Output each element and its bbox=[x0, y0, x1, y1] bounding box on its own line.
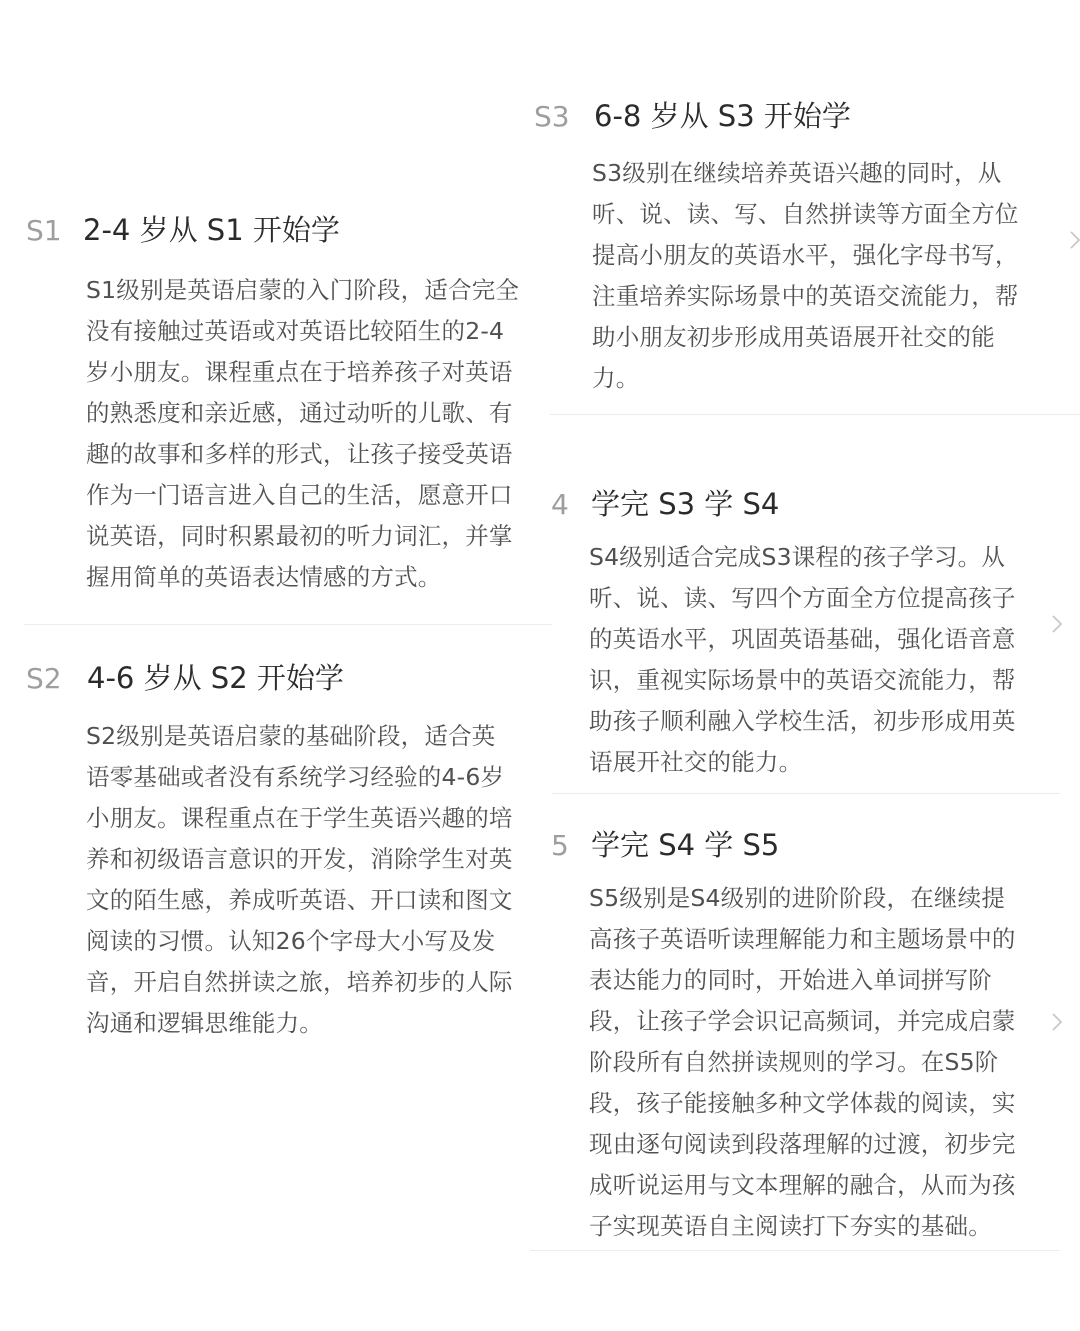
level-badge: 5 bbox=[551, 829, 569, 862]
card-header bbox=[26, 656, 546, 697]
card-header bbox=[551, 823, 1061, 864]
card-title: 学完 S3 学 S4 bbox=[591, 487, 780, 521]
card-title: 2-4 岁从 S1 开始学 bbox=[83, 213, 340, 247]
level-badge: S1 bbox=[26, 214, 62, 247]
level-badge: S3 bbox=[534, 100, 570, 133]
level-card-s4[interactable] bbox=[551, 482, 1061, 776]
card-description: S3级别在继续培养英语兴趣的同时，从 听、说、读、写、自然拼读等方面全方位 提高小朋友的英语水平，强化字母书写， 注重培养实际场景中的英语交流能力，帮 助小朋友初步形成用英语展开社交的能 力。 bbox=[592, 159, 1019, 392]
level-card-s5[interactable] bbox=[551, 823, 1061, 1240]
divider bbox=[552, 793, 1060, 794]
card-header bbox=[534, 94, 1074, 135]
chevron-right-icon[interactable] bbox=[1048, 1011, 1068, 1033]
card-title: 学完 S4 学 S5 bbox=[591, 828, 780, 862]
level-card-s2[interactable] bbox=[26, 656, 546, 1056]
divider bbox=[550, 414, 1080, 415]
card-description: S5级别是S4级别的进阶阶段，在继续提 高孩子英语听读理解能力和主题场景中的 表达能力的同时，开始进入单词拼写阶 段，让孩子学会识记高频词，并完成启蒙 阶段所有自然拼读规则的学习。在S5阶 段，孩子能接触多种文学体裁的阅读，实 现由逐句阅读到段落理解的过渡，初步完 成听说运用与文本理解的融合，从而为孩 子实现英语自主阅读打下夯实的基础。 bbox=[589, 884, 1016, 1240]
card-description: S1级别是英语启蒙的入门阶段，适合完全 没有接触过英语或对英语比较陌生的2-4 岁小朋友。课程重点在于培养孩子对英语 的熟悉度和亲近感，通过动听的儿歌、有 趣的故事和多样的形式，让孩子接受英语 作为一门语言进入自己的生活，愿意开口 说英语，同时积累最初的听力词汇，并掌 握用简单的英语表达情感的方式。 bbox=[86, 276, 520, 591]
card-title: 6-8 岁从 S3 开始学 bbox=[594, 99, 851, 133]
card-header bbox=[551, 482, 1061, 523]
level-badge: S2 bbox=[26, 662, 62, 695]
level-card-s3[interactable] bbox=[534, 94, 1074, 394]
chevron-right-icon[interactable] bbox=[1048, 613, 1068, 635]
divider bbox=[530, 1250, 1060, 1251]
chevron-right-icon[interactable] bbox=[1066, 229, 1080, 251]
level-badge: 4 bbox=[551, 488, 569, 521]
level-card-s1[interactable] bbox=[26, 208, 546, 608]
card-header bbox=[26, 208, 546, 249]
card-description: S2级别是英语启蒙的基础阶段，适合英 语零基础或者没有系统学习经验的4-6岁 小朋友。课程重点在于学生英语兴趣的培 养和初级语言意识的开发，消除学生对英 文的陌生感，养成听英语、开口读和图文 阅读的习惯。认知26个字母大小写及发 音，开启自然拼读之旅，培养初步的人际 沟通和逻辑思维能力。 bbox=[86, 722, 513, 1037]
card-title: 4-6 岁从 S2 开始学 bbox=[87, 661, 344, 695]
card-description: S4级别适合完成S3课程的孩子学习。从 听、说、读、写四个方面全方位提高孩子 的英语水平，巩固英语基础，强化语音意 识，重视实际场景中的英语交流能力，帮 助孩子顺利融入学校生活，初步形成用英 语展开社交的能力。 bbox=[589, 543, 1016, 776]
divider bbox=[24, 624, 552, 625]
